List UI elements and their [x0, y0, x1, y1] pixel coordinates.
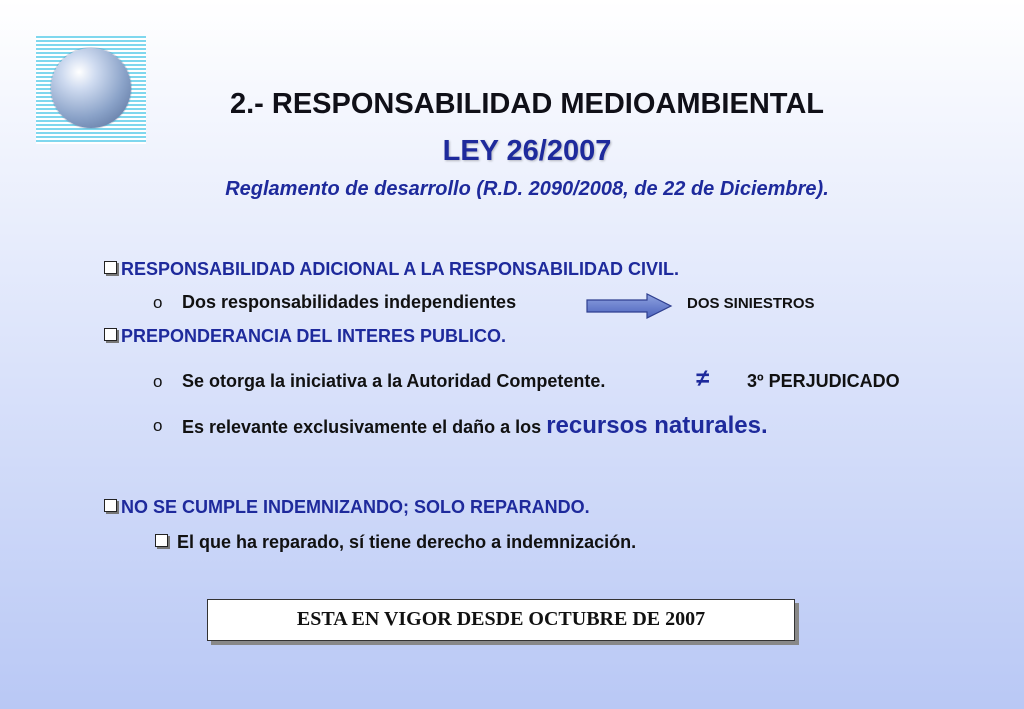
section2-bullet2 [182, 412, 768, 440]
bullet-marker: o [153, 293, 163, 312]
right-arrow-icon [585, 292, 673, 320]
law-title: LEY 26/2007 [442, 135, 612, 167]
bullet-marker: o [153, 416, 163, 435]
checkbox-bullet-icon [104, 261, 117, 274]
section3-heading-text: NO SE CUMPLE INDEMNIZANDO; SOLO REPARANDO. [121, 497, 590, 517]
section2-bullet1: Se otorga la iniciativa a la Autoridad Competente. [182, 371, 606, 391]
section2-bullet1-right: 3º PERJUDICADO [747, 371, 900, 391]
section2-heading-text: PREPONDERANCIA DEL INTERES PUBLICO. [121, 326, 507, 346]
section2-bullet2-text: Es relevante exclusivamente el daño a los [182, 417, 542, 437]
arrow-target-label: DOS SINIESTROS [687, 295, 815, 312]
section1-heading-text: RESPONSABILIDAD ADICIONAL A LA RESPONSABILIDAD CIVIL. [121, 259, 680, 279]
natural-resources-highlight: recursos naturales. [546, 412, 768, 439]
section1-heading [104, 259, 679, 280]
bullet-marker: o [153, 372, 163, 391]
checkbox-bullet-icon [155, 534, 168, 547]
checkbox-bullet-icon [104, 328, 117, 341]
section3-bullet [155, 532, 636, 553]
footer-notice-box [207, 599, 795, 641]
section3-bullet-text: El que ha reparado, sí tiene derecho a indemnización. [177, 532, 637, 552]
regulation-subtitle: Reglamento de desarrollo (R.D. 2090/2008, de 22 de Diciembre). [225, 178, 829, 200]
footer-notice-text: ESTA EN VIGOR DESDE OCTUBRE DE 2007 [296, 608, 706, 630]
checkbox-bullet-icon [104, 499, 117, 512]
section1-bullet: Dos responsabilidades independientes [182, 292, 517, 312]
section2-heading [104, 326, 506, 347]
slide-title: 2.- RESPONSABILIDAD MEDIOAMBIENTAL [230, 88, 824, 120]
section3-heading [104, 497, 590, 518]
not-equal-symbol: ≠ [696, 365, 710, 392]
